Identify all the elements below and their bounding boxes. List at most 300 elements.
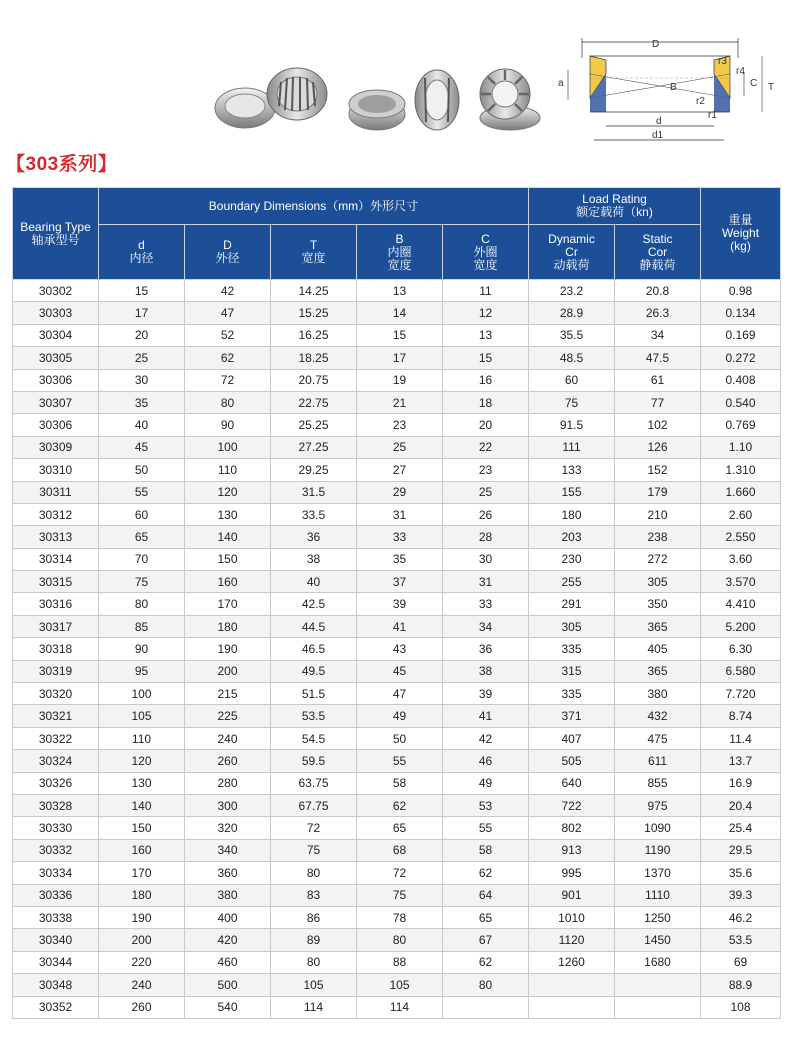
table-cell: 31 [443,571,529,593]
table-cell: 39 [443,683,529,705]
table-cell: 25 [443,481,529,503]
header-boundary-dimensions: Boundary Dimensions（mm）外形尺寸 [99,188,529,225]
table-cell: 1110 [615,884,701,906]
dim-d1: d1 [652,130,664,141]
table-cell: 18 [443,391,529,413]
table-cell: 75 [529,391,615,413]
table-row [13,884,781,906]
table-cell: 44.5 [271,615,357,637]
table-cell: 260 [99,996,185,1018]
table-cell: 155 [529,481,615,503]
table-cell: 7.720 [701,683,781,705]
table-cell: 30340 [13,929,99,951]
table-cell: 25.25 [271,414,357,436]
table-cell: 46.2 [701,906,781,928]
table-cell: 150 [185,548,271,570]
dim-D: D [652,39,660,50]
table-cell: 34 [615,324,701,346]
table-row [13,459,781,481]
header-bearing-type: Bearing Type 轴承型号 [13,188,99,280]
table-cell: 29.5 [701,839,781,861]
table-cell: 26 [443,503,529,525]
table-cell: 1190 [615,839,701,861]
table-cell: 53.5 [701,929,781,951]
table-cell: 49 [443,772,529,794]
table-cell: 36 [271,526,357,548]
table-cell: 35.6 [701,862,781,884]
table-cell: 15 [357,324,443,346]
table-cell: 365 [615,660,701,682]
table-cell: 111 [529,436,615,458]
dim-C: C [750,78,758,89]
table-cell [529,996,615,1018]
table-row [13,929,781,951]
table-cell: 68 [357,839,443,861]
table-cell: 41 [357,615,443,637]
table-cell: 360 [185,862,271,884]
table-cell: 80 [271,862,357,884]
table-cell: 995 [529,862,615,884]
table-row [13,906,781,928]
table-cell: 53.5 [271,705,357,727]
table-cell: 220 [99,951,185,973]
table-cell: 28 [443,526,529,548]
table-cell: 45 [357,660,443,682]
table-cell: 1090 [615,817,701,839]
table-cell: 30307 [13,391,99,413]
table-cell: 105 [357,974,443,996]
table-cell: 540 [185,996,271,1018]
table-cell: 64 [443,884,529,906]
table-cell: 0.408 [701,369,781,391]
table-cell: 30306 [13,414,99,436]
table-row [13,974,781,996]
table-cell: 200 [185,660,271,682]
table-cell: 15.25 [271,302,357,324]
table-cell: 63.75 [271,772,357,794]
table-cell: 26.3 [615,302,701,324]
table-cell: 90 [99,638,185,660]
header-C: C 外圈 宽度 [443,225,529,280]
hero-images [0,0,790,150]
table-cell: 23 [357,414,443,436]
table-cell: 611 [615,750,701,772]
table-cell: 30348 [13,974,99,996]
table-row [13,794,781,816]
table-row [13,750,781,772]
table-cell: 40 [271,571,357,593]
table-cell: 238 [615,526,701,548]
table-cell: 39.3 [701,884,781,906]
table-cell: 210 [615,503,701,525]
table-row [13,391,781,413]
table-row [13,347,781,369]
table-cell: 975 [615,794,701,816]
table-cell: 42 [185,280,271,302]
table-cell: 17 [99,302,185,324]
table-cell: 400 [185,906,271,928]
table-cell: 180 [99,884,185,906]
series-title: 【303系列】 [6,154,118,175]
table-cell: 69 [701,951,781,973]
table-row [13,615,781,637]
table-cell: 30336 [13,884,99,906]
table-cell: 855 [615,772,701,794]
table-cell: 11.4 [701,727,781,749]
table-cell: 47 [185,302,271,324]
table-body [13,280,781,1019]
table-cell: 200 [99,929,185,951]
table-cell [615,974,701,996]
table-cell: 19 [357,369,443,391]
table-cell: 13 [357,280,443,302]
table-cell: 901 [529,884,615,906]
table-cell: 1450 [615,929,701,951]
table-cell: 30322 [13,727,99,749]
table-cell: 110 [185,459,271,481]
table-cell: 40 [99,414,185,436]
table-cell: 640 [529,772,615,794]
table-row [13,660,781,682]
table-cell: 802 [529,817,615,839]
table-cell: 15 [99,280,185,302]
table-row [13,862,781,884]
table-cell: 12 [443,302,529,324]
table-cell: 0.769 [701,414,781,436]
table-cell: 30321 [13,705,99,727]
table-cell: 55 [357,750,443,772]
table-cell: 30304 [13,324,99,346]
table-cell: 65 [443,906,529,928]
table-cell: 1260 [529,951,615,973]
table-cell: 83 [271,884,357,906]
table-cell: 46.5 [271,638,357,660]
table-cell: 1250 [615,906,701,928]
table-cell: 30344 [13,951,99,973]
table-cell: 100 [99,683,185,705]
table-cell: 20.8 [615,280,701,302]
table-cell: 88.9 [701,974,781,996]
table-cell: 30328 [13,794,99,816]
table-cell: 30316 [13,593,99,615]
dim-T: T [768,82,775,93]
table-cell: 1010 [529,906,615,928]
table-cell: 20.75 [271,369,357,391]
table-cell: 160 [185,571,271,593]
table-cell: 80 [271,951,357,973]
table-cell: 30302 [13,280,99,302]
table-row [13,324,781,346]
table-cell: 2.550 [701,526,781,548]
dim-r1: r1 [708,110,717,121]
table-cell: 33 [357,526,443,548]
table-cell: 140 [185,526,271,548]
table-cell: 30338 [13,906,99,928]
table-cell: 120 [99,750,185,772]
table-cell: 16 [443,369,529,391]
table-cell: 50 [99,459,185,481]
table-cell: 75 [357,884,443,906]
table-cell: 25 [357,436,443,458]
table-cell: 315 [529,660,615,682]
table-row [13,593,781,615]
dim-a: a [558,78,564,89]
table-row [13,996,781,1018]
table-cell: 46 [443,750,529,772]
table-cell: 108 [701,996,781,1018]
table-cell: 150 [99,817,185,839]
table-cell: 22 [443,436,529,458]
table-cell: 180 [185,615,271,637]
table-row [13,817,781,839]
table-cell: 41 [443,705,529,727]
table-row [13,436,781,458]
table-cell: 130 [185,503,271,525]
table-cell: 4.410 [701,593,781,615]
table-cell: 59.5 [271,750,357,772]
table-cell: 913 [529,839,615,861]
table-cell: 38 [443,660,529,682]
table-cell: 291 [529,593,615,615]
table-cell: 33 [443,593,529,615]
table-cell: 11 [443,280,529,302]
dim-B: B [670,82,677,93]
table-cell: 371 [529,705,615,727]
cross-section-diagram [548,34,780,150]
table-cell: 30 [99,369,185,391]
table-cell: 70 [99,548,185,570]
table-cell: 75 [271,839,357,861]
table-cell: 1.310 [701,459,781,481]
table-row [13,481,781,503]
table-row [13,302,781,324]
table-cell: 30320 [13,683,99,705]
table-cell: 130 [99,772,185,794]
table-cell: 305 [529,615,615,637]
table-cell: 15 [443,347,529,369]
table-cell: 133 [529,459,615,481]
table-cell: 34 [443,615,529,637]
table-row [13,705,781,727]
table-cell: 30318 [13,638,99,660]
table-cell: 30312 [13,503,99,525]
table-row [13,638,781,660]
table-cell: 102 [615,414,701,436]
table-cell: 30306 [13,369,99,391]
header-static-cor: Static Cor 静载荷 [615,225,701,280]
table-row [13,369,781,391]
table-cell: 30303 [13,302,99,324]
table-cell: 17 [357,347,443,369]
table-row [13,526,781,548]
table-cell: 230 [529,548,615,570]
table-cell: 30311 [13,481,99,503]
table-cell: 30315 [13,571,99,593]
table-cell: 335 [529,638,615,660]
table-cell: 18.25 [271,347,357,369]
dim-r3: r3 [718,56,727,67]
table-cell: 365 [615,615,701,637]
table-cell: 16.25 [271,324,357,346]
table-cell: 72 [185,369,271,391]
header-weight: 重量 Weight (kg) [701,188,781,280]
table-cell: 31 [357,503,443,525]
table-cell: 48.5 [529,347,615,369]
table-row [13,839,781,861]
table-cell: 3.60 [701,548,781,570]
header-D: D 外径 [185,225,271,280]
table-cell: 21 [357,391,443,413]
table-cell: 0.98 [701,280,781,302]
table-cell: 80 [99,593,185,615]
table-cell: 13 [443,324,529,346]
table-cell: 67 [443,929,529,951]
table-cell: 30330 [13,817,99,839]
table-cell: 215 [185,683,271,705]
table-cell: 42.5 [271,593,357,615]
table-cell: 55 [99,481,185,503]
table-cell: 77 [615,391,701,413]
table-cell: 14 [357,302,443,324]
table-cell: 30324 [13,750,99,772]
table-cell: 460 [185,951,271,973]
table-cell: 30305 [13,347,99,369]
table-cell: 320 [185,817,271,839]
table-cell: 65 [99,526,185,548]
table-cell [443,996,529,1018]
header-B: B 内圈 宽度 [357,225,443,280]
table-cell: 30310 [13,459,99,481]
table-cell: 179 [615,481,701,503]
table-cell: 6.30 [701,638,781,660]
table-cell: 86 [271,906,357,928]
table-cell: 160 [99,839,185,861]
table-cell: 47.5 [615,347,701,369]
table-cell: 62 [185,347,271,369]
table-cell: 23.2 [529,280,615,302]
table-cell: 1120 [529,929,615,951]
table-cell: 80 [443,974,529,996]
bearing-photos [205,60,545,140]
table-cell: 54.5 [271,727,357,749]
table-cell: 23 [443,459,529,481]
table-cell: 38 [271,548,357,570]
table-cell: 420 [185,929,271,951]
table-cell: 75 [99,571,185,593]
table-cell: 31.5 [271,481,357,503]
table-cell: 105 [271,974,357,996]
table-cell: 20 [99,324,185,346]
table-cell: 29.25 [271,459,357,481]
table-cell: 722 [529,794,615,816]
table-row [13,772,781,794]
table-cell: 500 [185,974,271,996]
table-row [13,503,781,525]
table-row [13,571,781,593]
table-cell: 62 [443,862,529,884]
table-cell: 30309 [13,436,99,458]
table-cell: 0.134 [701,302,781,324]
table-cell: 30 [443,548,529,570]
table-cell [615,996,701,1018]
table-cell: 14.25 [271,280,357,302]
table-cell: 62 [443,951,529,973]
table-cell: 255 [529,571,615,593]
table-cell: 30319 [13,660,99,682]
table-cell: 30352 [13,996,99,1018]
table-cell: 27.25 [271,436,357,458]
table-cell: 126 [615,436,701,458]
table-row [13,727,781,749]
table-cell: 72 [357,862,443,884]
table-cell: 272 [615,548,701,570]
table-cell: 30313 [13,526,99,548]
table-cell: 39 [357,593,443,615]
dim-d: d [656,116,662,127]
table-cell: 100 [185,436,271,458]
table-cell: 51.5 [271,683,357,705]
table-cell: 335 [529,683,615,705]
table-cell: 91.5 [529,414,615,436]
table-cell: 35 [357,548,443,570]
table-cell: 505 [529,750,615,772]
table-cell: 13.7 [701,750,781,772]
table-cell: 58 [357,772,443,794]
dim-r2: r2 [696,96,705,107]
table-cell: 80 [185,391,271,413]
table-cell: 30317 [13,615,99,637]
table-cell: 61 [615,369,701,391]
table-cell: 20.4 [701,794,781,816]
table-cell: 35 [99,391,185,413]
table-cell: 33.5 [271,503,357,525]
table-cell: 300 [185,794,271,816]
table-cell: 350 [615,593,701,615]
table-cell: 1.10 [701,436,781,458]
table-row [13,683,781,705]
table-cell: 203 [529,526,615,548]
table-cell: 53 [443,794,529,816]
table-cell: 1680 [615,951,701,973]
table-cell: 380 [185,884,271,906]
table-cell: 30334 [13,862,99,884]
table-cell: 25.4 [701,817,781,839]
table-cell: 190 [99,906,185,928]
table-cell: 20 [443,414,529,436]
header-T: T 宽度 [271,225,357,280]
table-cell: 52 [185,324,271,346]
table-cell: 407 [529,727,615,749]
table-cell: 43 [357,638,443,660]
table-cell: 58 [443,839,529,861]
bearing-spec-table [12,187,781,1019]
table-cell: 225 [185,705,271,727]
table-cell: 49 [357,705,443,727]
table-cell: 55 [443,817,529,839]
table-cell: 36 [443,638,529,660]
table-cell: 28.9 [529,302,615,324]
table-cell: 6.580 [701,660,781,682]
table-cell: 190 [185,638,271,660]
table-cell: 88 [357,951,443,973]
table-cell: 340 [185,839,271,861]
table-cell: 30332 [13,839,99,861]
table-row [13,548,781,570]
table-cell: 240 [99,974,185,996]
table-cell: 80 [357,929,443,951]
table-cell: 25 [99,347,185,369]
table-cell: 105 [99,705,185,727]
